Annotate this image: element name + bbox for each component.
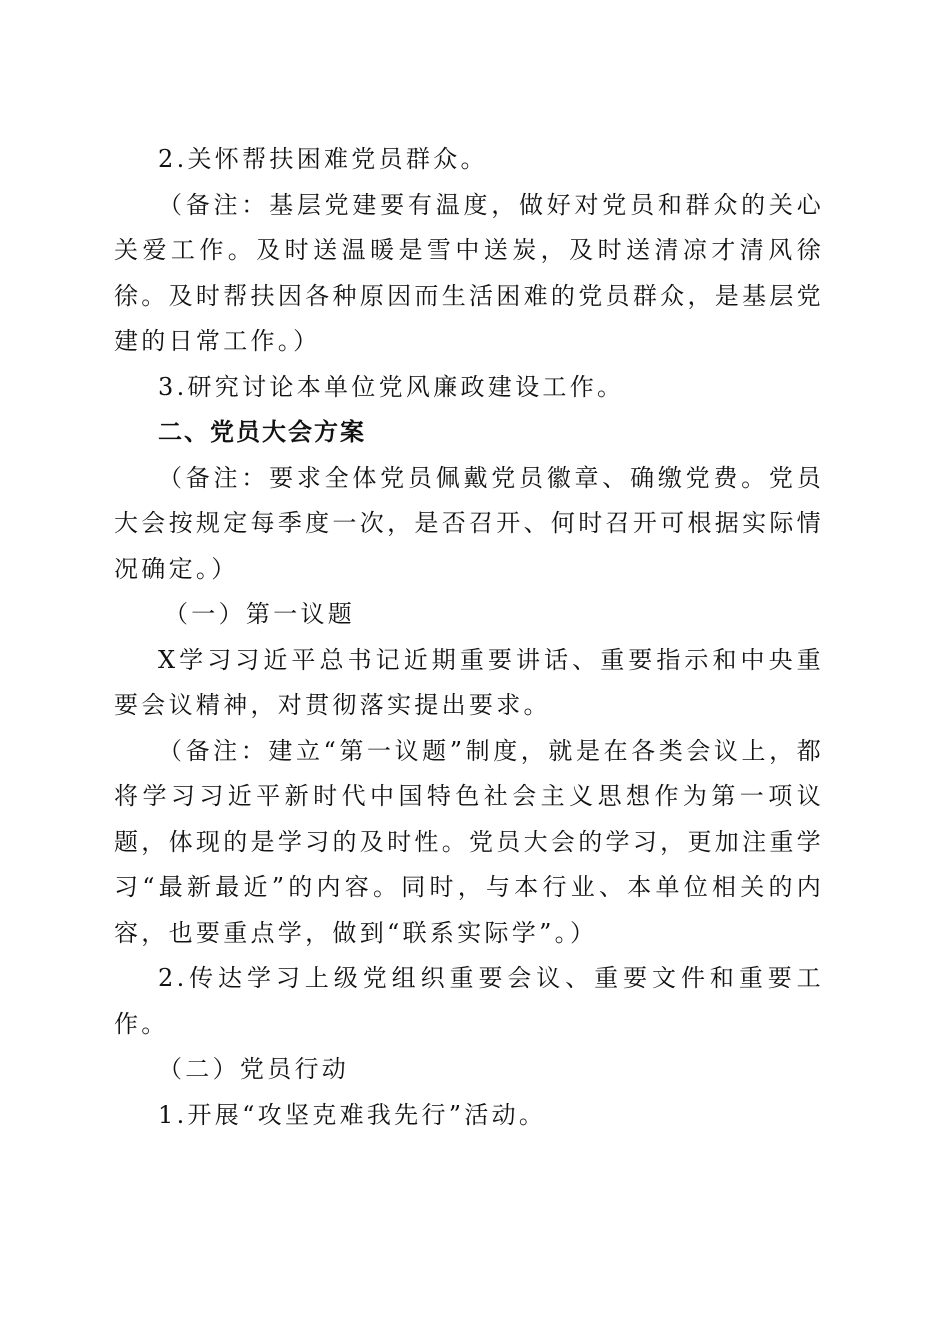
item-convey-documents: 2.传达学习上级党组织重要会议、重要文件和重要工作。 bbox=[114, 964, 824, 1038]
document-page bbox=[114, 137, 824, 1138]
item-study-speeches: X学习习近平总书记近期重要讲话、重要指示和中央重要会议精神，对贯彻落实提出要求。 bbox=[114, 645, 824, 719]
note-first-topic: （备注：建立“第一议题”制度，就是在各类会议上，都将学习习近平新时代中国特色社会主义思想作为第一项议题，体现的是学习的及时性。党员大会的学习，更加注重学习“最新最近”的内容。同时，与本行业、本单位相关的内容，也要重点学，做到“联系实际学”。） bbox=[114, 736, 824, 947]
subheading-first-topic: （一）第一议题 bbox=[164, 600, 356, 628]
note-members-meeting: （备注：要求全体党员佩戴党员徽章、确缴党费。党员大会按规定每季度一次，是否召开、何时召开可根据实际情况确定。） bbox=[114, 463, 824, 583]
section-heading-members-meeting: 二、党员大会方案 bbox=[158, 418, 366, 446]
item-care-for-members: 2.关怀帮扶困难党员群众。 bbox=[158, 145, 488, 173]
subheading-member-actions: （二）党员行动 bbox=[158, 1055, 350, 1083]
item-integrity-building: 3.研究讨论本单位党风廉政建设工作。 bbox=[158, 372, 625, 401]
item-lead-activity: 1.开展“攻坚克难我先行”活动。 bbox=[158, 1100, 547, 1129]
note-care-for-members: （备注：基层党建要有温度，做好对党员和群众的关心关爱工作。及时送温暖是雪中送炭，及时送清凉才清风徐徐。及时帮扶因各种原因而生活困难的党员群众，是基层党建的日常工作。） bbox=[114, 190, 824, 355]
